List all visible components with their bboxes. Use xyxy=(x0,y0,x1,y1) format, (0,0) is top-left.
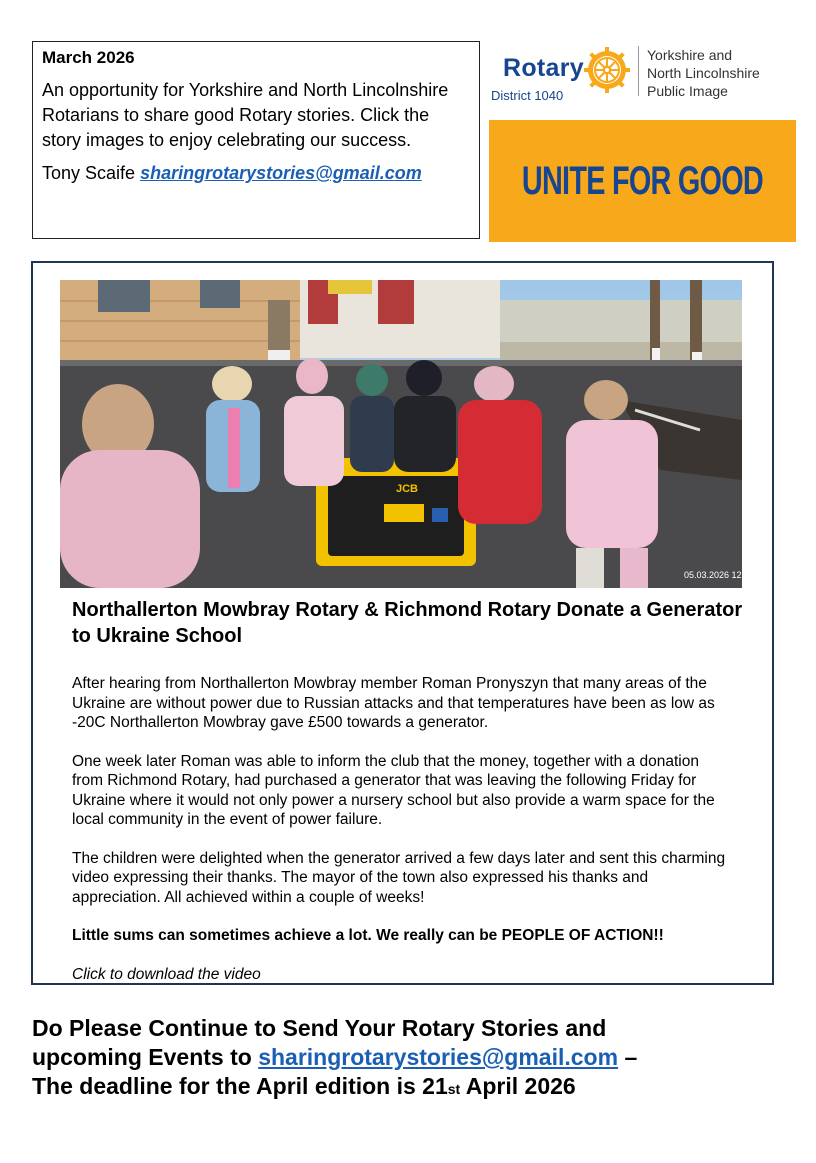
footer-email-link[interactable]: sharingrotarystories@gmail.com xyxy=(258,1044,619,1070)
story-title: Northallerton Mowbray Rotary & Richmond Rotary Donate a Generator to Ukraine School xyxy=(72,599,743,647)
photo-timestamp: 05.03.2026 12:16 xyxy=(684,570,755,580)
editor-signature xyxy=(42,163,469,184)
intro-box xyxy=(32,41,480,239)
deadline-suffix: April 2026 xyxy=(465,1073,576,1099)
footer-line-2-prefix: upcoming Events to xyxy=(32,1044,252,1070)
story-card xyxy=(31,261,774,985)
story-paragraph: One week later Roman was able to inform the club that the money, together with a donation from Richmond Rotary, had purchased a generator that was leaving the following Friday for Ukraine where it would not only power a nursery school but also provide a warm space for the local community in the event of power failure. xyxy=(72,752,715,828)
story-paragraph: The children were delighted when the generator arrived a few days later and sent this charming video expressing their thanks. The mayor of the town also expressed his thanks and appreciation. All achieved within a couple of weeks! xyxy=(72,849,726,906)
story-callout: Little sums can sometimes achieve a lot. We really can be PEOPLE OF ACTION!! xyxy=(72,927,664,944)
story-body xyxy=(72,674,732,1003)
footer-line-3 xyxy=(32,1072,772,1104)
footer-call-to-action xyxy=(32,1014,772,1104)
deadline-ordinal: st xyxy=(447,1081,461,1097)
unite-for-good-banner xyxy=(489,120,796,242)
download-video-link[interactable]: Click to download the video xyxy=(72,965,261,983)
rotary-wordmark: Rotary xyxy=(503,54,584,82)
district-label: District 1040 xyxy=(491,88,564,103)
story-paragraph: After hearing from Northallerton Mowbray member Roman Pronyszyn that many areas of the Ukraine are without power due to Russian attacks and that temperatures have been as low as -20C Northallerton Mowbray gave £500 towards a generator. xyxy=(72,675,715,731)
generator-brand: JCB xyxy=(396,483,419,495)
footer-line-1: Do Please Continue to Send Your Rotary Stories and xyxy=(32,1015,607,1041)
banner-text: UNITE FOR GOOD xyxy=(521,158,764,203)
editor-name: Tony Scaife xyxy=(42,163,136,183)
footer-line-2-suffix: – xyxy=(624,1044,638,1070)
rotary-district-logo xyxy=(490,44,790,104)
issue-date: March 2026 xyxy=(42,48,135,67)
rotary-wheel-icon xyxy=(583,46,631,94)
footer-line-2 xyxy=(32,1043,772,1072)
logo-divider xyxy=(638,46,639,96)
region-line-3: Public Image xyxy=(647,83,728,99)
deadline-prefix: The deadline for the April edition is 21 xyxy=(32,1073,448,1099)
region-line-2: North Lincolnshire xyxy=(647,65,760,81)
region-line-1: Yorkshire and xyxy=(647,47,733,63)
story-photo[interactable] xyxy=(60,280,755,588)
logo-region-text xyxy=(647,46,760,100)
intro-text: An opportunity for Yorkshire and North Lincolnshire Rotarians to share good Rotary stories. Click the story images to enjoy celebrating our success. xyxy=(42,80,449,150)
editor-email-link[interactable]: sharingrotarystories@gmail.com xyxy=(140,163,422,183)
